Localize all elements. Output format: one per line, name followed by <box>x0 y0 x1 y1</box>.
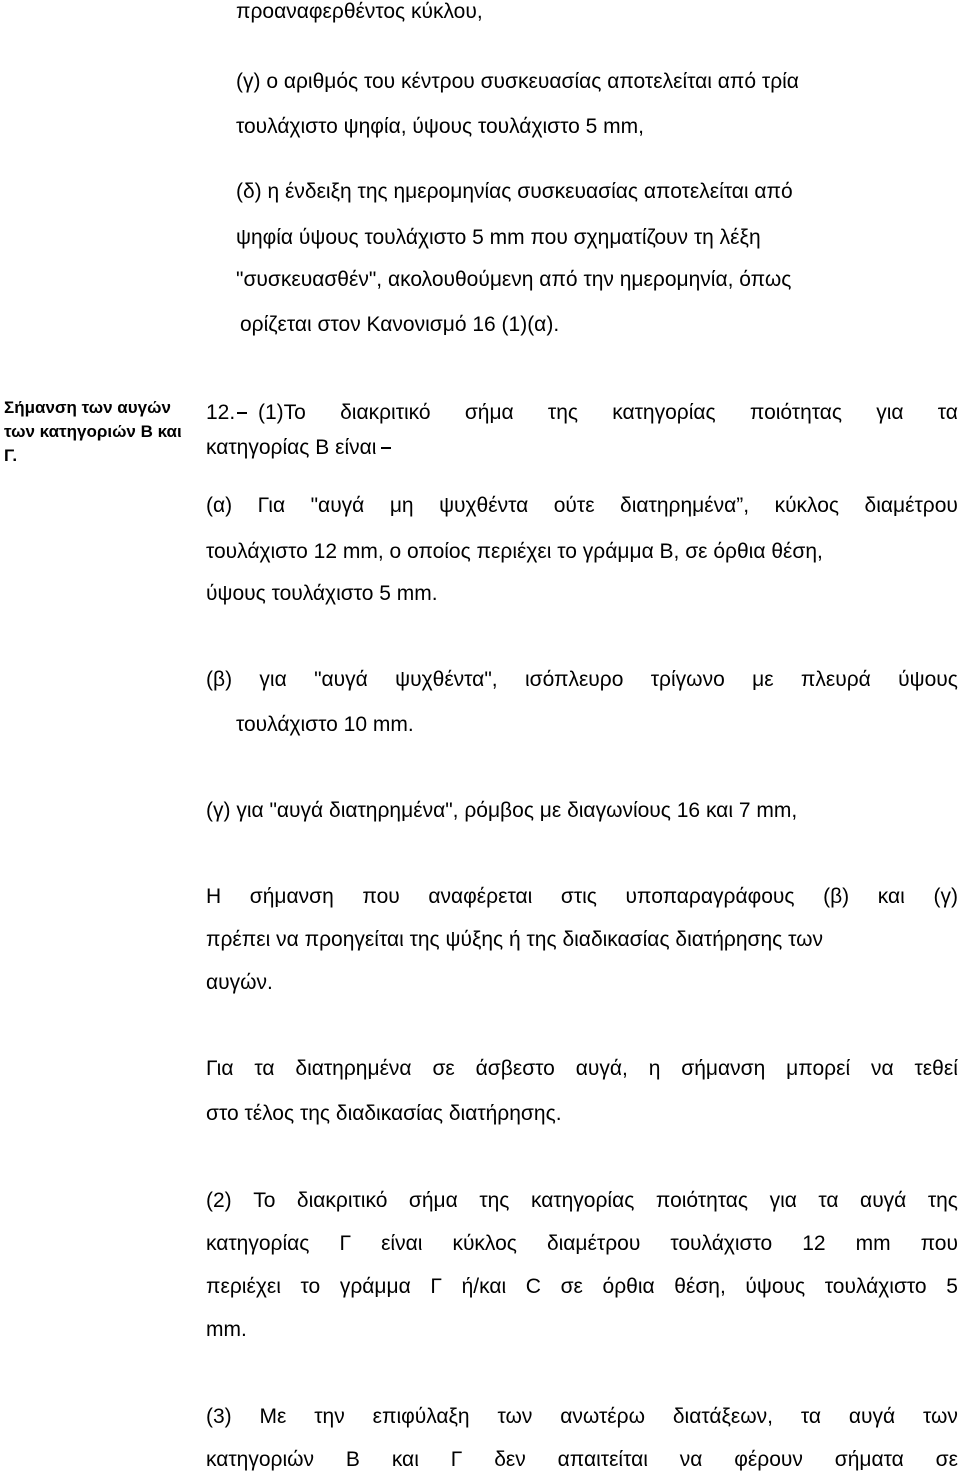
word: ψυχθέντα <box>439 494 529 517</box>
text-line: ύψους τουλάχιστο 5 mm. <box>206 582 438 605</box>
word: Β <box>345 1448 360 1471</box>
word: 12 <box>802 1232 826 1255</box>
word: Με <box>259 1405 287 1428</box>
text-line: τουλάχιστο 10 mm. <box>236 713 414 736</box>
word: διατηρημένα <box>295 1057 412 1080</box>
text-line: προαναφερθέντος κύκλου, <box>236 0 483 23</box>
word: τεθεί <box>914 1057 958 1080</box>
word: μη <box>389 494 414 517</box>
word: για <box>769 1189 797 1212</box>
word: Γ <box>430 1275 442 1298</box>
word: ύψους <box>745 1275 806 1298</box>
word: 5 <box>946 1275 958 1298</box>
word: αυγά <box>848 1405 896 1428</box>
word: πλευρά <box>800 668 871 691</box>
word: "αυγά <box>314 668 368 691</box>
word: Γ <box>450 1448 463 1471</box>
word: αναφέρεται <box>428 885 533 908</box>
word: υποπαραγράφους <box>625 885 795 908</box>
word: ποιότητας <box>655 1189 749 1212</box>
dash-mark <box>237 412 247 414</box>
text-line: στο τέλος της διαδικασίας διατήρησης. <box>206 1102 562 1125</box>
text-line: mm. <box>206 1318 247 1341</box>
text-line: "συσκευασθέν", ακολουθούμενη από την ημερομηνία, όπως <box>236 268 792 291</box>
word: Το <box>253 1189 276 1212</box>
word: γράμμα <box>339 1275 411 1298</box>
text-line: ορίζεται στον Κανονισμό 16 (1)(α). <box>240 313 560 336</box>
text-line: τουλάχιστο 12 mm, ο οποίος περιέχει το γράμμα Β, σε όρθια θέση, <box>206 540 823 563</box>
word: της <box>479 1189 510 1212</box>
text-line: (γ) ο αριθμός του κέντρου συσκευασίας αποτελείται από τρία <box>236 70 799 93</box>
word: διακριτικό <box>340 401 431 424</box>
word: ανωτέρω <box>560 1405 645 1428</box>
article-number <box>206 399 249 427</box>
word: ούτε <box>553 494 595 517</box>
word: απαιτείται <box>557 1448 648 1471</box>
justified-line <box>206 492 958 520</box>
word: κατηγοριών <box>206 1448 315 1471</box>
word: τα <box>800 1405 821 1428</box>
word: και <box>391 1448 419 1471</box>
word: όρθια <box>602 1275 655 1298</box>
word: τα <box>937 401 958 424</box>
word: (β) <box>206 668 233 691</box>
word: κατηγορίας <box>530 1189 635 1212</box>
word: διακριτικό <box>296 1189 388 1212</box>
word: Για <box>257 494 286 517</box>
word: σε <box>432 1057 455 1080</box>
word: διαμέτρου <box>546 1232 641 1255</box>
word: Για <box>206 1057 234 1080</box>
word: της <box>547 401 579 424</box>
word: mm <box>855 1232 891 1255</box>
word: για <box>259 668 287 691</box>
word: (α) <box>206 494 233 517</box>
word: αυγά, <box>575 1057 628 1080</box>
word: των <box>922 1405 958 1428</box>
word: "αυγά <box>310 494 365 517</box>
word: σε <box>935 1448 958 1471</box>
justified-line <box>258 399 958 427</box>
word: τρίγωνο <box>650 668 725 691</box>
word: (γ) <box>933 885 958 908</box>
justified-line <box>206 1187 958 1215</box>
word: επιφύλαξη <box>372 1405 470 1428</box>
word: που <box>920 1232 958 1255</box>
word: και <box>877 885 905 908</box>
text-line: (γ) για "αυγά διατηρημένα", ρόμβος με διαγωνίους 16 και 7 mm, <box>206 799 798 822</box>
word: κύκλος <box>452 1232 517 1255</box>
justified-line <box>206 1230 958 1258</box>
word: ισόπλευρο <box>524 668 624 691</box>
word: στις <box>560 885 597 908</box>
word: ποιότητας <box>749 401 843 424</box>
word: (β) <box>823 885 850 908</box>
text-line: πρέπει να προηγείται της ψύξης ή της διαδικασίας διατήρησης των <box>206 928 823 951</box>
word: ή/και <box>461 1275 507 1298</box>
word: αυγά <box>860 1189 907 1212</box>
text-line: (δ) η ένδειξη της ημερομηνίας συσκευασίας αποτελείται από <box>236 180 793 203</box>
word: Γ <box>339 1232 352 1255</box>
justified-line <box>206 666 958 694</box>
word: την <box>314 1405 345 1428</box>
word: θέση, <box>674 1275 726 1298</box>
word: C <box>525 1275 541 1298</box>
word: (1)Το <box>258 401 306 424</box>
word: με <box>752 668 774 691</box>
word: διατηρημένα”, <box>620 494 750 517</box>
word: άσβεστο <box>475 1057 555 1080</box>
word: διαμέτρου <box>864 494 958 517</box>
word: διατάξεων, <box>672 1405 773 1428</box>
justified-line <box>206 1446 958 1474</box>
word: (3) <box>206 1405 232 1428</box>
word: σήματα <box>834 1448 904 1471</box>
text-line: αυγών. <box>206 971 273 994</box>
word: κατηγορίας <box>206 1232 310 1255</box>
dash-mark <box>381 447 391 449</box>
word: (2) <box>206 1189 232 1212</box>
word: κατηγορίας <box>612 401 716 424</box>
justified-line <box>206 1055 958 1083</box>
word: Η <box>206 885 222 908</box>
word: για <box>876 401 904 424</box>
justified-line <box>206 1403 958 1431</box>
word: σήμανση <box>681 1057 766 1080</box>
word: της <box>927 1189 958 1212</box>
justified-line <box>206 883 958 911</box>
word: σήμα <box>464 401 514 424</box>
word: σήμανση <box>249 885 334 908</box>
word: περιέχει <box>206 1275 281 1298</box>
word: τα <box>254 1057 275 1080</box>
text-line: τουλάχιστο ψηφία, ύψους τουλάχιστο 5 mm, <box>236 115 644 138</box>
word: να <box>871 1057 894 1080</box>
word: να <box>679 1448 703 1471</box>
word: σήμα <box>408 1189 458 1212</box>
word: ψυχθέντα", <box>395 668 498 691</box>
word: δεν <box>494 1448 526 1471</box>
line-text: κατηγορίας Β είναι <box>206 436 377 459</box>
margin-heading: Σήμανση των αυγών των κατηγοριών Β και Γ. <box>4 398 182 465</box>
word: μπορεί <box>786 1057 851 1080</box>
justified-line <box>206 1273 958 1301</box>
word: φέρουν <box>734 1448 803 1471</box>
word: κύκλος <box>774 494 840 517</box>
text-line: ψηφία ύψους τουλάχιστο 5 mm που σχηματίζουν τη λέξη <box>236 226 761 249</box>
word: τουλάχιστο <box>824 1275 927 1298</box>
word: είναι <box>381 1232 423 1255</box>
text-line <box>206 434 393 462</box>
word: σε <box>560 1275 583 1298</box>
word: τουλάχιστο <box>670 1232 773 1255</box>
word: των <box>497 1405 533 1428</box>
word: που <box>362 885 400 908</box>
article-number-text: 12. <box>206 401 236 424</box>
word: η <box>648 1057 661 1080</box>
word: ύψους <box>898 668 958 691</box>
word: το <box>300 1275 321 1298</box>
word: τα <box>818 1189 839 1212</box>
